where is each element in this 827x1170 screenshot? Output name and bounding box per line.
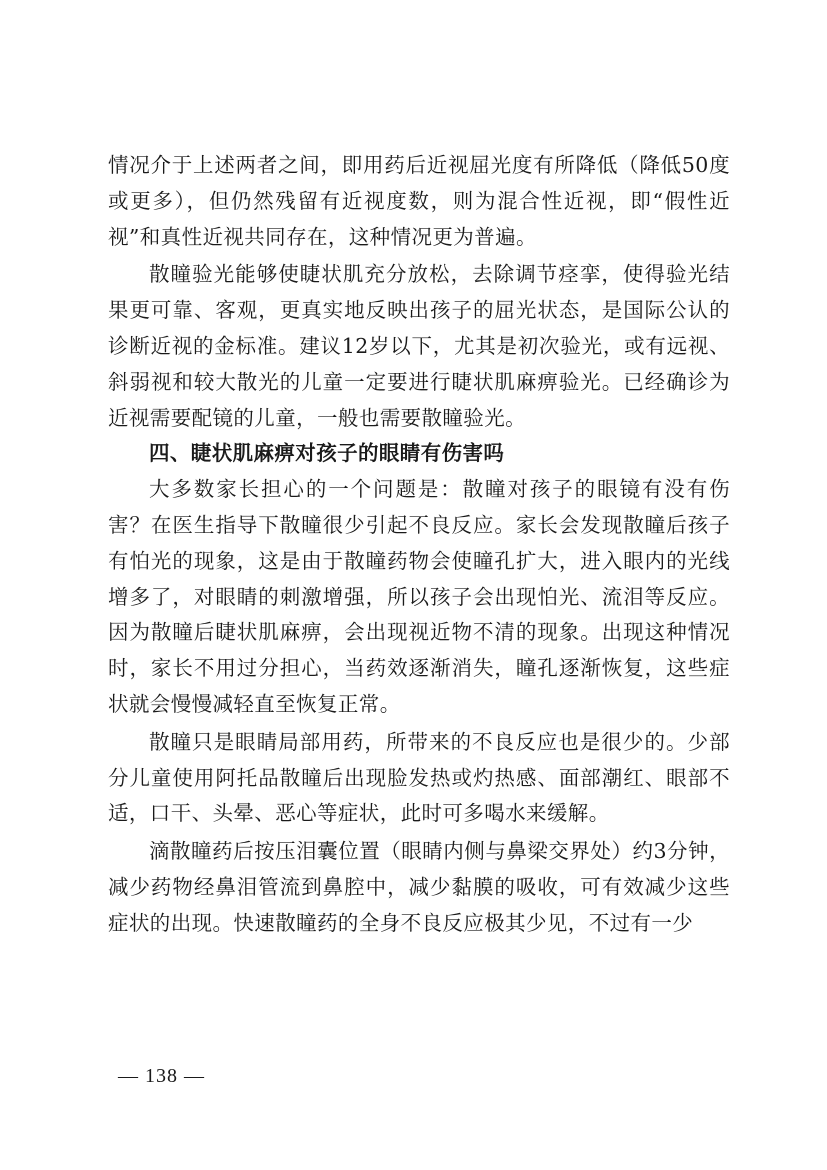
page-body xyxy=(108,148,730,942)
paragraph-continuation: 情况介于上述两者之间，即用药后近视屈光度有所降低（降低50度或更多），但仍然残留有近视度数，则为混合性近视，即“假性近视”和真性近视共同存在，这种情况更为普遍。 xyxy=(108,153,730,249)
page-number: — 138 — xyxy=(118,1065,205,1087)
paragraph-dilation-refraction: 散瞳验光能够使睫状肌充分放松，去除调节痉挛，使得验光结果更可靠、客观，更真实地反映出孩子的屈光状态，是国际公认的诊断近视的金标准。建议12岁以下，尤其是初次验光，或有远视、斜弱视和较大散光的儿童一定要进行睫状肌麻痹验光。已经确诊为近视需要配镜的儿童，一般也需要散瞳验光。 xyxy=(108,262,730,430)
paragraph-press-lacrimal-sac: 滴散瞳药后按压泪囊位置（眼睛内侧与鼻梁交界处）约3分钟，减少药物经鼻泪管流到鼻腔中，减少黏膜的吸收，可有效减少这些症状的出现。快速散瞳药的全身不良反应极其少见，不过有一少 xyxy=(108,839,730,935)
section-heading-four: 四、睫状肌麻痹对孩子的眼睛有伤害吗 xyxy=(149,441,505,466)
paragraph-side-effects: 散瞳只是眼睛局部用药，所带来的不良反应也是很少的。少部分儿童使用阿托品散瞳后出现脸发热或灼热感、面部潮红、眼部不适，口干、头晕、恶心等症状，此时可多喝水来缓解。 xyxy=(108,729,730,826)
paragraph-parent-concerns: 大多数家长担心的一个问题是：散瞳对孩子的眼镜有没有伤害？在医生指导下散瞳很少引起不良反应。家长会发现散瞳后孩子有怕光的现象，这是由于散瞳药物会使瞳孔扩大，进入眼内的光线增多了，对眼睛的刺激增强，所以孩子会出现怕光、流泪等反应。因为散瞳后睫状肌麻痹，会出现视近物不清的现象。出现这种情况时，家长不用过分担心，当药效逐渐消失，瞳孔逐渐恢复，这些症状就会慢慢减轻直至恢复正常。 xyxy=(108,477,730,716)
